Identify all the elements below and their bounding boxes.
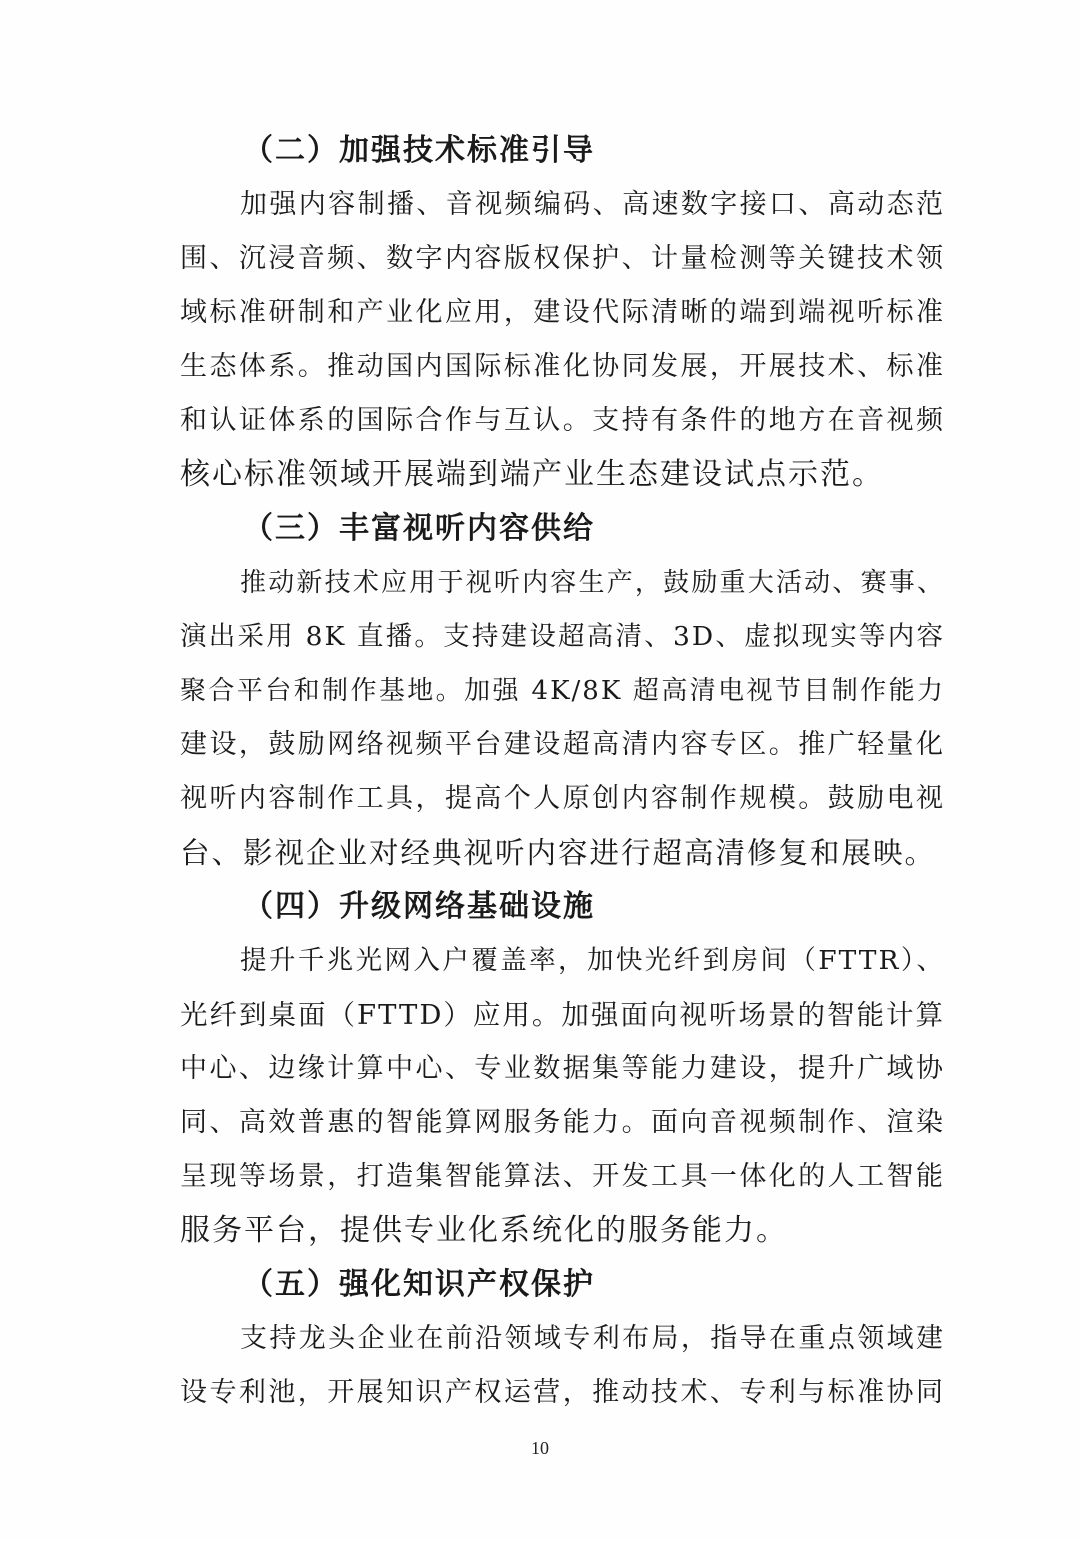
paragraph-line: 台、影视企业对经典视听内容进行超高清修复和展映。 xyxy=(180,836,937,870)
paragraph-line: 核心标准领域开展端到端产业生态建设试点示范。 xyxy=(180,457,884,492)
paragraph-line: 同、高效普惠的智能算网服务能力。面向音视频制作、渲染 xyxy=(180,1107,945,1138)
paragraph-line: 加强内容制播、音视频编码、高速数字接口、高动态范 xyxy=(240,189,945,220)
paragraph-line: 设专利池，开展知识产权运营，推动技术、专利与标准协同 xyxy=(180,1377,945,1408)
document-body xyxy=(180,124,945,1420)
section-heading-5: （五）强化知识产权保护 xyxy=(243,1267,595,1302)
paragraph-line: 推动新技术应用于视听内容生产，鼓励重大活动、赛事、 xyxy=(240,568,945,598)
paragraph-line: 服务平台，提供专业化系统化的服务能力。 xyxy=(180,1213,788,1248)
paragraph-line: 演出采用 8K 直播。支持建设超高清、3D、虚拟现实等内容 xyxy=(180,621,945,652)
paragraph-line: 呈现等场景，打造集智能算法、开发工具一体化的人工智能 xyxy=(180,1161,945,1192)
paragraph-line: 建设，鼓励网络视频平台建设超高清内容专区。推广轻量化 xyxy=(180,729,945,760)
paragraph-line: 提升千兆光网入户覆盖率，加快光纤到房间（FTTR）、 xyxy=(240,945,945,976)
page-number: 10 xyxy=(531,1438,549,1458)
section-heading-4: （四）升级网络基础设施 xyxy=(243,889,595,924)
paragraph-line: 支持龙头企业在前沿领域专利布局，指导在重点领域建 xyxy=(240,1323,945,1354)
section-heading-3: （三）丰富视听内容供给 xyxy=(243,511,595,546)
paragraph-line: 中心、边缘计算中心、专业数据集等能力建设，提升广域协 xyxy=(180,1053,945,1084)
paragraph-line: 围、沉浸音频、数字内容版权保护、计量检测等关键技术领 xyxy=(180,243,945,274)
paragraph-line: 生态体系。推动国内国际标准化协同发展，开展技术、标准 xyxy=(180,351,945,382)
paragraph-line: 视听内容制作工具，提高个人原创内容制作规模。鼓励电视 xyxy=(180,783,945,814)
paragraph-line: 和认证体系的国际合作与互认。支持有条件的地方在音视频 xyxy=(180,405,945,436)
paragraph-line: 聚合平台和制作基地。加强 4K/8K 超高清电视节目制作能力 xyxy=(180,676,945,706)
paragraph-line: 光纤到桌面（FTTD）应用。加强面向视听场景的智能计算 xyxy=(180,999,945,1031)
section-heading-2: （二）加强技术标准引导 xyxy=(243,133,595,168)
paragraph-line: 域标准研制和产业化应用，建设代际清晰的端到端视听标准 xyxy=(180,297,945,328)
